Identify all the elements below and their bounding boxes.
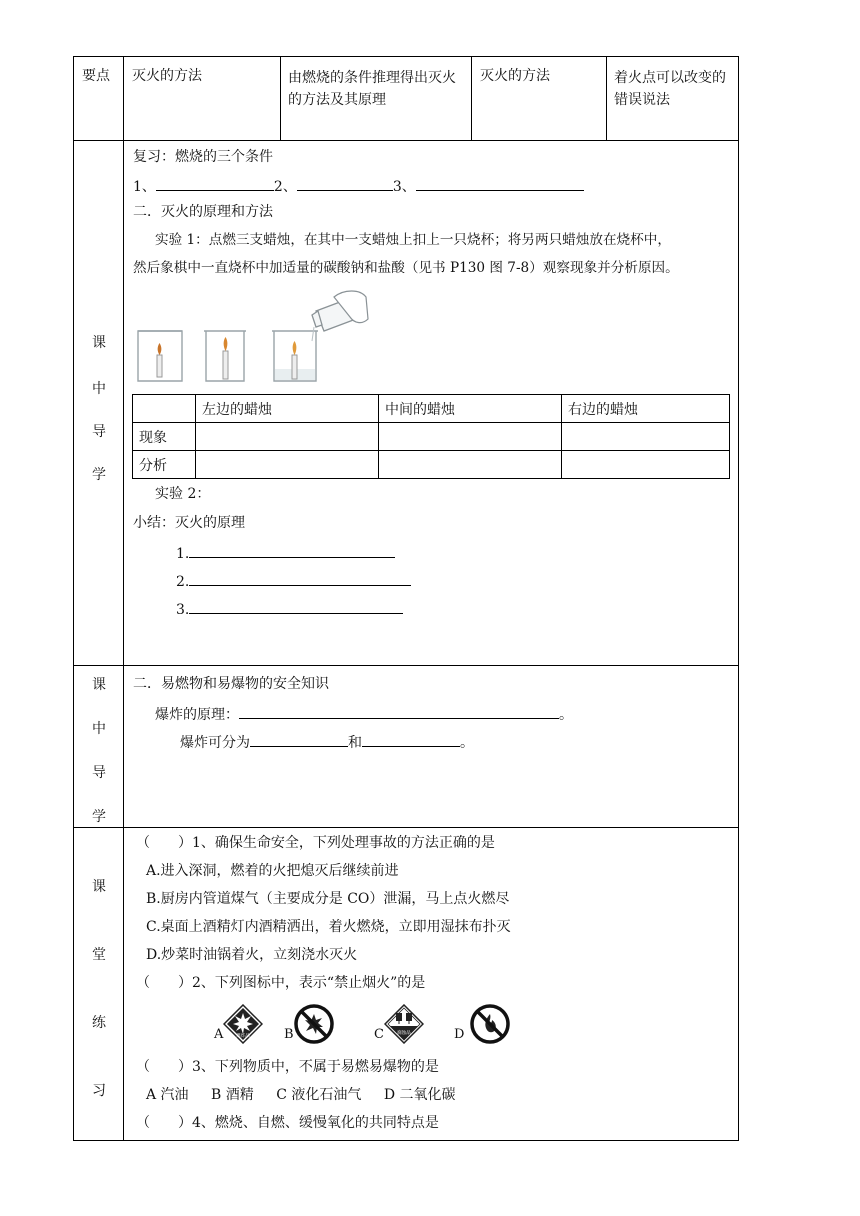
row-divider-3 — [73, 827, 739, 828]
explosion-type-blank-2[interactable] — [362, 732, 460, 747]
header-divider-1 — [280, 56, 281, 140]
q2-letter-a: A — [214, 1027, 224, 1042]
header-divider-2 — [471, 56, 472, 140]
review-title: 复习：燃烧的三个条件 — [133, 149, 273, 165]
no-open-flame-sign-icon — [470, 1004, 510, 1044]
table-header-cell: 右边的蜡烛 — [562, 395, 730, 423]
header-cell-1: 灭火的方法 — [132, 68, 202, 84]
header-label: 要点 — [82, 68, 110, 84]
blank-label-1: 1、 — [133, 179, 156, 195]
table-row — [133, 423, 730, 451]
question-2: （ ）2、下列图标中，表示“禁止烟火”的是 — [136, 975, 426, 991]
q3-option-b: B 酒精 — [211, 1087, 254, 1103]
summary-blank-2[interactable] — [189, 571, 411, 586]
table-header-cell: 左边的蜡烛 — [196, 395, 379, 423]
table-row-label: 现象 — [133, 423, 196, 451]
q1-option-a: A.进入深洞，燃着的火把熄灭后继续前进 — [146, 863, 399, 879]
candle-observation-table — [132, 394, 730, 479]
experiment1-line2: 然后象棋中一直烧杯中加适量的碳酸钠和盐酸（见书 P130 图 7-8）观察现象并分析原因。 — [133, 260, 679, 276]
summary-item-1: 1. — [176, 543, 395, 563]
explosive-sign-label: 爆炸品 — [236, 1034, 250, 1039]
s3-side-char-1: 课 — [92, 879, 106, 895]
summary-blank-3[interactable] — [189, 599, 403, 614]
blank-label-3: 3、 — [392, 179, 416, 195]
summary-item-3: 3. — [176, 599, 403, 619]
question-1: （ ）1、确保生命安全，下列处理事故的方法正确的是 — [136, 835, 495, 851]
frame-left — [73, 56, 74, 1141]
blank-3[interactable] — [416, 176, 584, 191]
table-header-row — [133, 395, 730, 423]
explosion-principle-blank[interactable] — [239, 704, 559, 719]
table-row-label: 分析 — [133, 451, 196, 479]
table-row — [133, 451, 730, 479]
frame-bottom — [73, 1140, 739, 1141]
blank-1[interactable] — [156, 176, 274, 191]
q2-letter-b: B — [284, 1027, 294, 1042]
frame-top — [73, 56, 739, 57]
experiment2: 实验 2： — [155, 486, 211, 502]
s1-side-char-3: 导 — [92, 424, 106, 440]
header-divider-3 — [606, 56, 607, 140]
experiment1-line1: 实验 1：点燃三支蜡烛，在其中一支蜡烛上扣上一只烧杯；将另两只蜡烛放在烧杯中， — [155, 232, 671, 248]
q1-option-c: C.桌面上酒精灯内酒精洒出，着火燃烧，立即用湿抹布扑灭 — [146, 919, 511, 935]
candle-experiment-figure — [134, 289, 370, 385]
s2-side-char-1: 课 — [92, 677, 106, 693]
review-blanks — [133, 176, 584, 196]
no-fireworks-sign-icon — [294, 1004, 334, 1044]
table-cell[interactable] — [379, 423, 562, 451]
header-cell-3: 灭火的方法 — [480, 68, 550, 84]
q3-option-d: D 二氧化碳 — [383, 1087, 456, 1103]
column-divider — [123, 56, 124, 1141]
summary-blank-1[interactable] — [189, 543, 395, 558]
explosive-hazard-sign-icon — [223, 1004, 263, 1044]
header-cell-4: 着火点可以改变的错误说法 — [614, 70, 726, 108]
table-cell[interactable] — [562, 423, 730, 451]
blank-label-2: 2、 — [273, 179, 297, 195]
question-4: （ ）4、燃烧、自燃、缓慢氧化的共同特点是 — [136, 1115, 439, 1131]
summary-item-2: 2. — [176, 571, 411, 591]
table-cell[interactable] — [196, 451, 379, 479]
section1-heading: 二．灭火的原理和方法 — [133, 204, 273, 220]
s1-side-char-2: 中 — [92, 381, 106, 397]
question-3: （ ）3、下列物质中，不属于易燃易爆物的是 — [136, 1059, 439, 1075]
s1-side-char-1: 课 — [92, 335, 106, 351]
s3-side-char-4: 习 — [92, 1083, 106, 1099]
q3-options — [146, 1086, 456, 1104]
explosion-types: 爆炸可分为 和 。 — [180, 732, 474, 752]
s2-side-char-4: 学 — [92, 809, 106, 825]
frame-right — [738, 56, 739, 1141]
explosion-type-blank-1[interactable] — [250, 732, 348, 747]
header-cell-2: 由燃烧的条件推理得出灭火的方法及其原理 — [288, 70, 456, 108]
section2-heading: 二．易燃物和易爆物的安全知识 — [133, 676, 329, 692]
table-cell[interactable] — [379, 451, 562, 479]
table-cell[interactable] — [562, 451, 730, 479]
s2-side-char-3: 导 — [92, 765, 106, 781]
corrosive-hazard-sign-icon — [384, 1004, 424, 1044]
q1-option-d: D.炒菜时油锅着火，立刻浇水灭火 — [146, 947, 358, 963]
summary-title: 小结：灭火的原理 — [133, 515, 245, 531]
blank-2[interactable] — [297, 176, 393, 191]
s3-side-char-2: 堂 — [92, 947, 106, 963]
table-header-cell: 中间的蜡烛 — [379, 395, 562, 423]
q2-letter-c: C — [374, 1027, 384, 1042]
row-divider-2 — [73, 665, 739, 666]
explosion-principle: 爆炸的原理： 。 — [155, 704, 573, 724]
s1-side-char-4: 学 — [92, 467, 106, 483]
table-cell[interactable] — [196, 423, 379, 451]
q2-letter-d: D — [454, 1027, 465, 1042]
table-header-cell — [133, 395, 196, 423]
q3-option-a: A 汽油 — [146, 1087, 189, 1103]
s2-side-char-2: 中 — [92, 721, 106, 737]
corrosive-sign-label: 腐蚀品 — [397, 1031, 411, 1036]
q1-option-b: B.厨房内管道煤气（主要成分是 CO）泄漏，马上点火燃尽 — [146, 891, 510, 907]
s3-side-char-3: 练 — [92, 1015, 106, 1031]
q3-option-c: C 液化石油气 — [276, 1087, 362, 1103]
row-divider-1 — [73, 140, 739, 141]
